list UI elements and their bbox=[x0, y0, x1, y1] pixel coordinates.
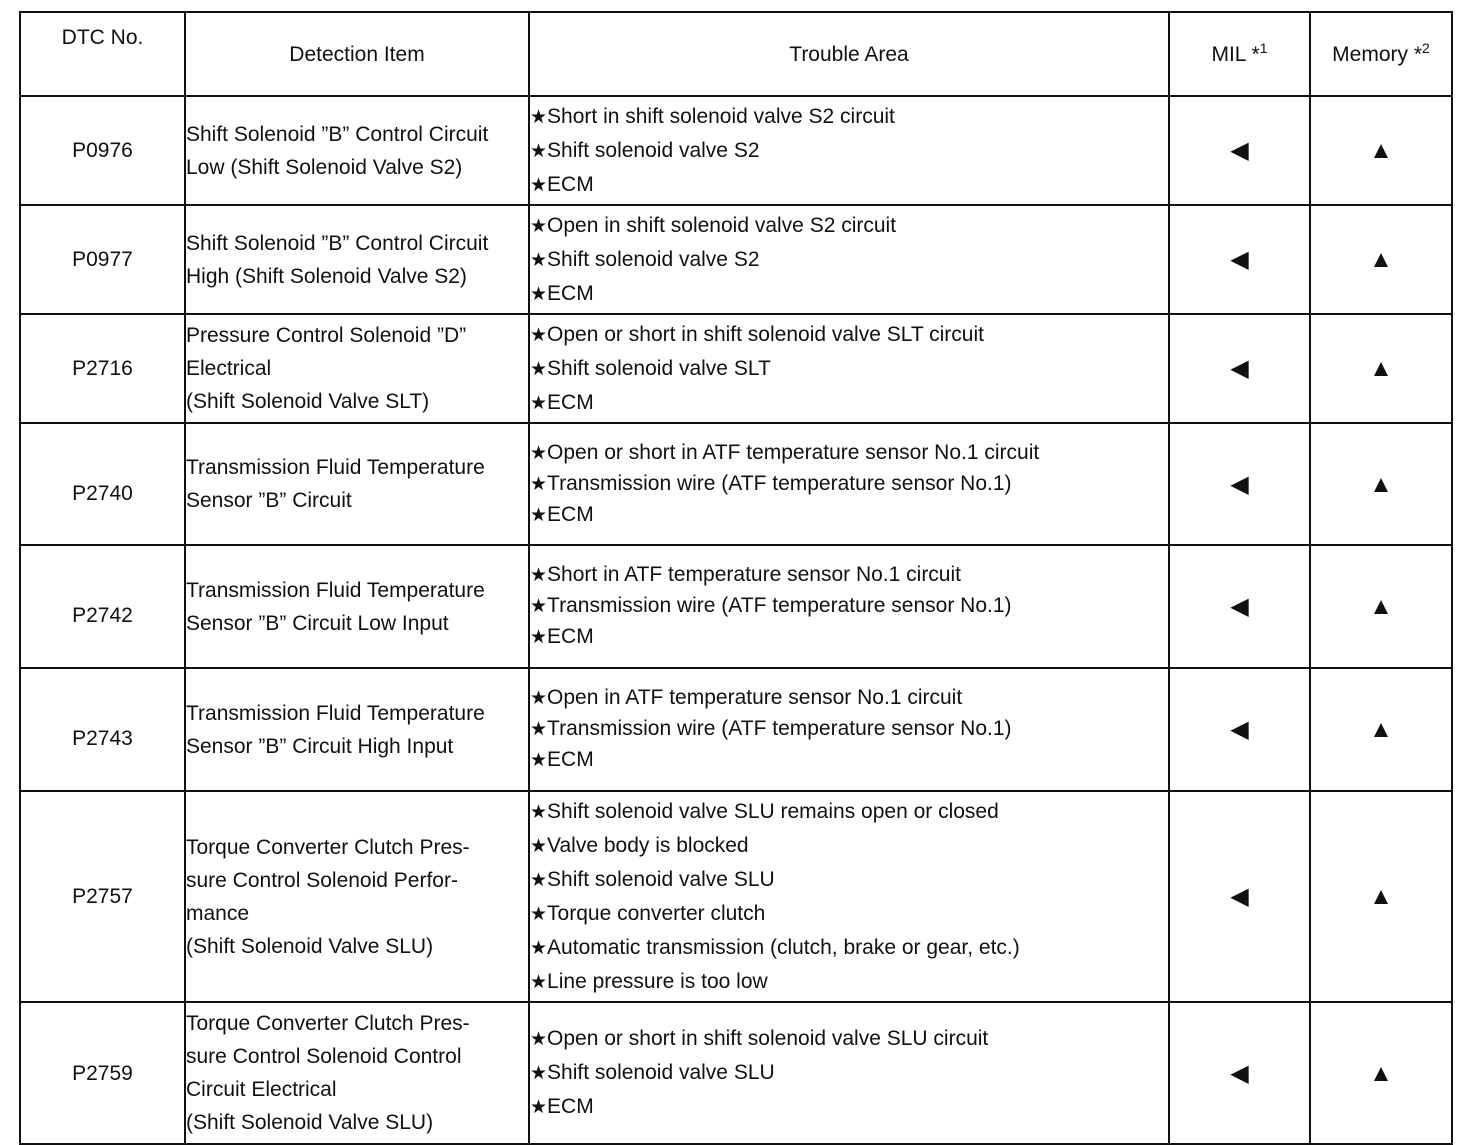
mil-indicator-icon: ◀ bbox=[1169, 545, 1310, 668]
trouble-area bbox=[529, 314, 1169, 423]
detection-item bbox=[185, 96, 529, 205]
detection-line: Torque Converter Clutch Pres- bbox=[186, 1012, 470, 1035]
trouble-line: ★Automatic transmission (clutch, brake or gear, etc.) bbox=[530, 935, 1020, 959]
trouble-line: ★ECM bbox=[530, 625, 594, 648]
mil-indicator-icon: ◀ bbox=[1169, 423, 1310, 545]
footnote-marker-1: 1 bbox=[1259, 39, 1268, 56]
trouble-line: ★Open or short in ATF temperature sensor No.1 circuit bbox=[530, 440, 1040, 464]
star-bullet-icon: ★ bbox=[530, 106, 548, 128]
detection-line: Shift Solenoid ”B” Control Circuit bbox=[186, 122, 489, 146]
table-header bbox=[20, 12, 1452, 96]
trouble-line: ★Short in ATF temperature sensor No.1 circuit bbox=[530, 563, 961, 586]
star-bullet-icon: ★ bbox=[530, 596, 548, 617]
trouble-line: ★ECM bbox=[530, 748, 594, 771]
trouble-line: ★Shift solenoid valve SLU bbox=[530, 1061, 775, 1084]
star-bullet-icon: ★ bbox=[530, 283, 548, 305]
trouble-line: ★Shift solenoid valve S2 bbox=[530, 138, 760, 162]
detection-item bbox=[185, 668, 529, 791]
dtc-code: P2743 bbox=[20, 668, 185, 791]
trouble-area bbox=[529, 1002, 1169, 1144]
trouble-line: ★ECM bbox=[530, 172, 594, 196]
star-bullet-icon: ★ bbox=[530, 174, 548, 196]
star-bullet-icon: ★ bbox=[530, 750, 548, 771]
trouble-line: ★Shift solenoid valve SLT bbox=[530, 356, 771, 380]
header-trouble-area: Trouble Area bbox=[529, 12, 1169, 96]
trouble-line: ★Open in shift solenoid valve S2 circuit bbox=[530, 213, 897, 237]
star-bullet-icon: ★ bbox=[530, 903, 548, 925]
header-mil bbox=[1169, 12, 1310, 96]
star-bullet-icon: ★ bbox=[530, 504, 548, 526]
mil-indicator-icon: ◀ bbox=[1169, 314, 1310, 423]
mil-indicator-icon: ◀ bbox=[1169, 1002, 1310, 1144]
detection-line: (Shift Solenoid Valve SLT) bbox=[186, 390, 430, 413]
star-bullet-icon: ★ bbox=[530, 140, 548, 162]
trouble-area bbox=[529, 791, 1169, 1002]
trouble-line: ★Torque converter clutch bbox=[530, 901, 766, 925]
table-row bbox=[20, 668, 1452, 791]
trouble-line: ★Open or short in shift solenoid valve SLT circuit bbox=[530, 322, 984, 346]
detection-item bbox=[185, 423, 529, 545]
trouble-line: ★Open or short in shift solenoid valve SLU circuit bbox=[530, 1027, 989, 1050]
star-bullet-icon: ★ bbox=[530, 215, 548, 237]
trouble-line: ★Transmission wire (ATF temperature sensor No.1) bbox=[530, 594, 1012, 617]
trouble-line: ★Shift solenoid valve SLU bbox=[530, 867, 775, 891]
detection-item bbox=[185, 1002, 529, 1144]
dtc-code: P0976 bbox=[20, 96, 185, 205]
trouble-line: ★ECM bbox=[530, 502, 594, 526]
memory-indicator-icon: ▲ bbox=[1310, 791, 1452, 1002]
table-row bbox=[20, 205, 1452, 314]
dtc-table bbox=[19, 11, 1453, 1145]
trouble-area bbox=[529, 668, 1169, 791]
detection-line: Transmission Fluid Temperature bbox=[186, 578, 485, 602]
detection-line: Sensor ”B” Circuit bbox=[186, 489, 352, 512]
star-bullet-icon: ★ bbox=[530, 473, 548, 495]
star-bullet-icon: ★ bbox=[530, 358, 548, 380]
star-bullet-icon: ★ bbox=[530, 1097, 548, 1118]
header-detection-item: Detection Item bbox=[185, 12, 529, 96]
trouble-line: ★Transmission wire (ATF temperature sensor No.1) bbox=[530, 471, 1012, 495]
table-body bbox=[20, 96, 1452, 1144]
star-bullet-icon: ★ bbox=[530, 627, 548, 648]
memory-indicator-icon: ▲ bbox=[1310, 668, 1452, 791]
header-memory bbox=[1310, 12, 1452, 96]
detection-line: Torque Converter Clutch Pres- bbox=[186, 835, 470, 859]
detection-item bbox=[185, 205, 529, 314]
detection-line: sure Control Solenoid Control bbox=[186, 1045, 462, 1068]
memory-indicator-icon: ▲ bbox=[1310, 1002, 1452, 1144]
star-bullet-icon: ★ bbox=[530, 392, 548, 414]
trouble-area bbox=[529, 96, 1169, 205]
trouble-line: ★Valve body is blocked bbox=[530, 833, 749, 857]
trouble-line: ★Shift solenoid valve S2 bbox=[530, 247, 760, 271]
mil-indicator-icon: ◀ bbox=[1169, 96, 1310, 205]
star-bullet-icon: ★ bbox=[530, 1029, 548, 1050]
trouble-line: ★Short in shift solenoid valve S2 circuit bbox=[530, 104, 895, 128]
star-bullet-icon: ★ bbox=[530, 249, 548, 271]
mil-indicator-icon: ◀ bbox=[1169, 668, 1310, 791]
detection-line: Pressure Control Solenoid ”D” bbox=[186, 324, 467, 347]
star-bullet-icon: ★ bbox=[530, 801, 548, 823]
table-row bbox=[20, 314, 1452, 423]
mil-indicator-icon: ◀ bbox=[1169, 791, 1310, 1002]
detection-line: mance bbox=[186, 901, 250, 925]
memory-indicator-icon: ▲ bbox=[1310, 423, 1452, 545]
trouble-line: ★ECM bbox=[530, 390, 594, 414]
star-bullet-icon: ★ bbox=[530, 937, 548, 959]
detection-item bbox=[185, 791, 529, 1002]
header-mil-label: MIL * bbox=[1211, 42, 1260, 66]
footnote-marker-2: 2 bbox=[1422, 39, 1430, 56]
dtc-code: P0977 bbox=[20, 205, 185, 314]
star-bullet-icon: ★ bbox=[530, 1063, 548, 1084]
detection-line: Sensor ”B” Circuit High Input bbox=[186, 734, 454, 758]
table-row bbox=[20, 423, 1452, 545]
memory-indicator-icon: ▲ bbox=[1310, 314, 1452, 423]
trouble-line: ★Shift solenoid valve SLU remains open or closed bbox=[530, 799, 999, 823]
detection-line: Transmission Fluid Temperature bbox=[186, 456, 485, 479]
trouble-line: ★Line pressure is too low bbox=[530, 969, 768, 993]
star-bullet-icon: ★ bbox=[530, 719, 548, 740]
trouble-line: ★ECM bbox=[530, 1095, 594, 1118]
detection-line: Transmission Fluid Temperature bbox=[186, 701, 485, 725]
detection-item bbox=[185, 545, 529, 668]
trouble-line: ★Transmission wire (ATF temperature sensor No.1) bbox=[530, 717, 1012, 740]
star-bullet-icon: ★ bbox=[530, 835, 548, 857]
dtc-code: P2742 bbox=[20, 545, 185, 668]
star-bullet-icon: ★ bbox=[530, 688, 548, 709]
trouble-line: ★ECM bbox=[530, 281, 594, 305]
dtc-code: P2740 bbox=[20, 423, 185, 545]
memory-indicator-icon: ▲ bbox=[1310, 205, 1452, 314]
dtc-code: P2716 bbox=[20, 314, 185, 423]
detection-item bbox=[185, 314, 529, 423]
mil-indicator-icon: ◀ bbox=[1169, 205, 1310, 314]
table-row bbox=[20, 96, 1452, 205]
table-row bbox=[20, 791, 1452, 1002]
trouble-line: ★Open in ATF temperature sensor No.1 circuit bbox=[530, 686, 963, 709]
star-bullet-icon: ★ bbox=[530, 324, 548, 346]
header-dtc-no: DTC No. bbox=[20, 12, 185, 96]
dtc-code: P2759 bbox=[20, 1002, 185, 1144]
detection-line: Sensor ”B” Circuit Low Input bbox=[186, 611, 449, 635]
star-bullet-icon: ★ bbox=[530, 442, 548, 464]
trouble-area bbox=[529, 423, 1169, 545]
trouble-area bbox=[529, 545, 1169, 668]
detection-line: (Shift Solenoid Valve SLU) bbox=[186, 1111, 434, 1134]
trouble-area bbox=[529, 205, 1169, 314]
star-bullet-icon: ★ bbox=[530, 565, 548, 586]
memory-indicator-icon: ▲ bbox=[1310, 96, 1452, 205]
detection-line: Shift Solenoid ”B” Control Circuit bbox=[186, 231, 489, 255]
dtc-code: P2757 bbox=[20, 791, 185, 1002]
detection-line: Electrical bbox=[186, 357, 272, 380]
star-bullet-icon: ★ bbox=[530, 971, 548, 993]
table-row bbox=[20, 1002, 1452, 1144]
detection-line: Low (Shift Solenoid Valve S2) bbox=[186, 155, 463, 179]
detection-line: sure Control Solenoid Perfor- bbox=[186, 868, 458, 892]
detection-line: (Shift Solenoid Valve SLU) bbox=[186, 934, 434, 958]
detection-line: Circuit Electrical bbox=[186, 1078, 337, 1101]
header-memory-label: Memory * bbox=[1332, 42, 1423, 66]
star-bullet-icon: ★ bbox=[530, 869, 548, 891]
memory-indicator-icon: ▲ bbox=[1310, 545, 1452, 668]
table-row bbox=[20, 545, 1452, 668]
detection-line: High (Shift Solenoid Valve S2) bbox=[186, 264, 467, 288]
